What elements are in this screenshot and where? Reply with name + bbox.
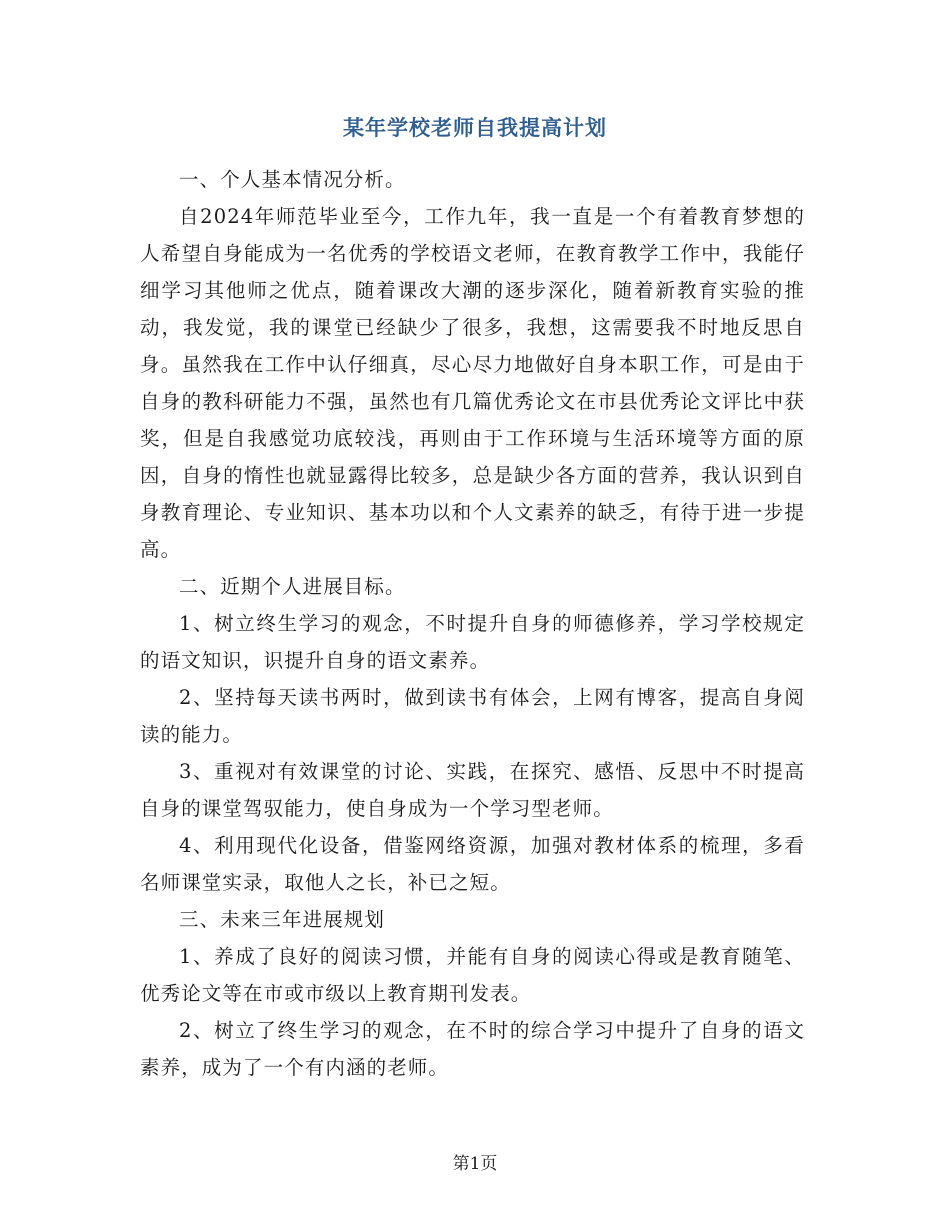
page-number: 第1页 <box>452 1154 498 1174</box>
section-heading-2: 二、近期个人进展目标。 <box>179 575 406 598</box>
document-body <box>140 161 805 1086</box>
plan-item-2: 2、树立了终生学习的观念，在不时的综合学习中提升了自身的语文素养，成为了一个有内涵的老师。 <box>140 1019 805 1079</box>
plan-item-1: 1、养成了良好的阅读习惯，并能有自身的阅读心得或是教育随笔、优秀论文等在市或市级以上教育期刊发表。 <box>140 945 805 1005</box>
goal-item-3: 3、重视对有效课堂的讨论、实践，在探究、感悟、反思中不时提高自身的课堂驾驭能力，使自身成为一个学习型老师。 <box>140 760 805 820</box>
goal-item-4: 4、利用现代化设备，借鉴网络资源，加强对教材体系的梳理，多看名师课堂实录，取他人之长，补已之短。 <box>140 834 805 894</box>
goal-item-2: 2、坚持每天读书两时，做到读书有体会，上网有博客，提高自身阅读的能力。 <box>140 686 805 746</box>
section-heading-3: 三、未来三年进展规划 <box>179 908 386 931</box>
section-heading-1: 一、个人基本情况分析。 <box>179 168 406 191</box>
document-title: 某年学校老师自我提高计划 <box>343 115 607 140</box>
goal-item-1: 1、树立终生学习的观念，不时提升自身的师德修养，学习学校规定的语文知识，识提升自身的语文素养。 <box>140 612 805 672</box>
paragraph-situation-analysis: 自2024年师范毕业至今，工作九年，我一直是一个有着教育梦想的人希望自身能成为一名优秀的学校语文老师，在教育教学工作中，我能仔细学习其他师之优点，随着课改大潮的逐步深化，随着新教育实验的推动，我发觉，我的课堂已经缺少了很多，我想，这需要我不时地反思自身。虽然我在工作中认仔细真，尽心尽力地做好自身本职工作，可是由于自身的教科研能力不强，虽然也有几篇优秀论文在市县优秀论文评比中获奖，但是自我感觉功底较浅，再则由于工作环境与生活环境等方面的原因，自身的惰性也就显露得比较多，总是缺少各方面的营养，我认识到自身教育理论、专业知识、基本功以和个人文素养的缺乏，有待于进一步提高。 <box>140 205 805 561</box>
